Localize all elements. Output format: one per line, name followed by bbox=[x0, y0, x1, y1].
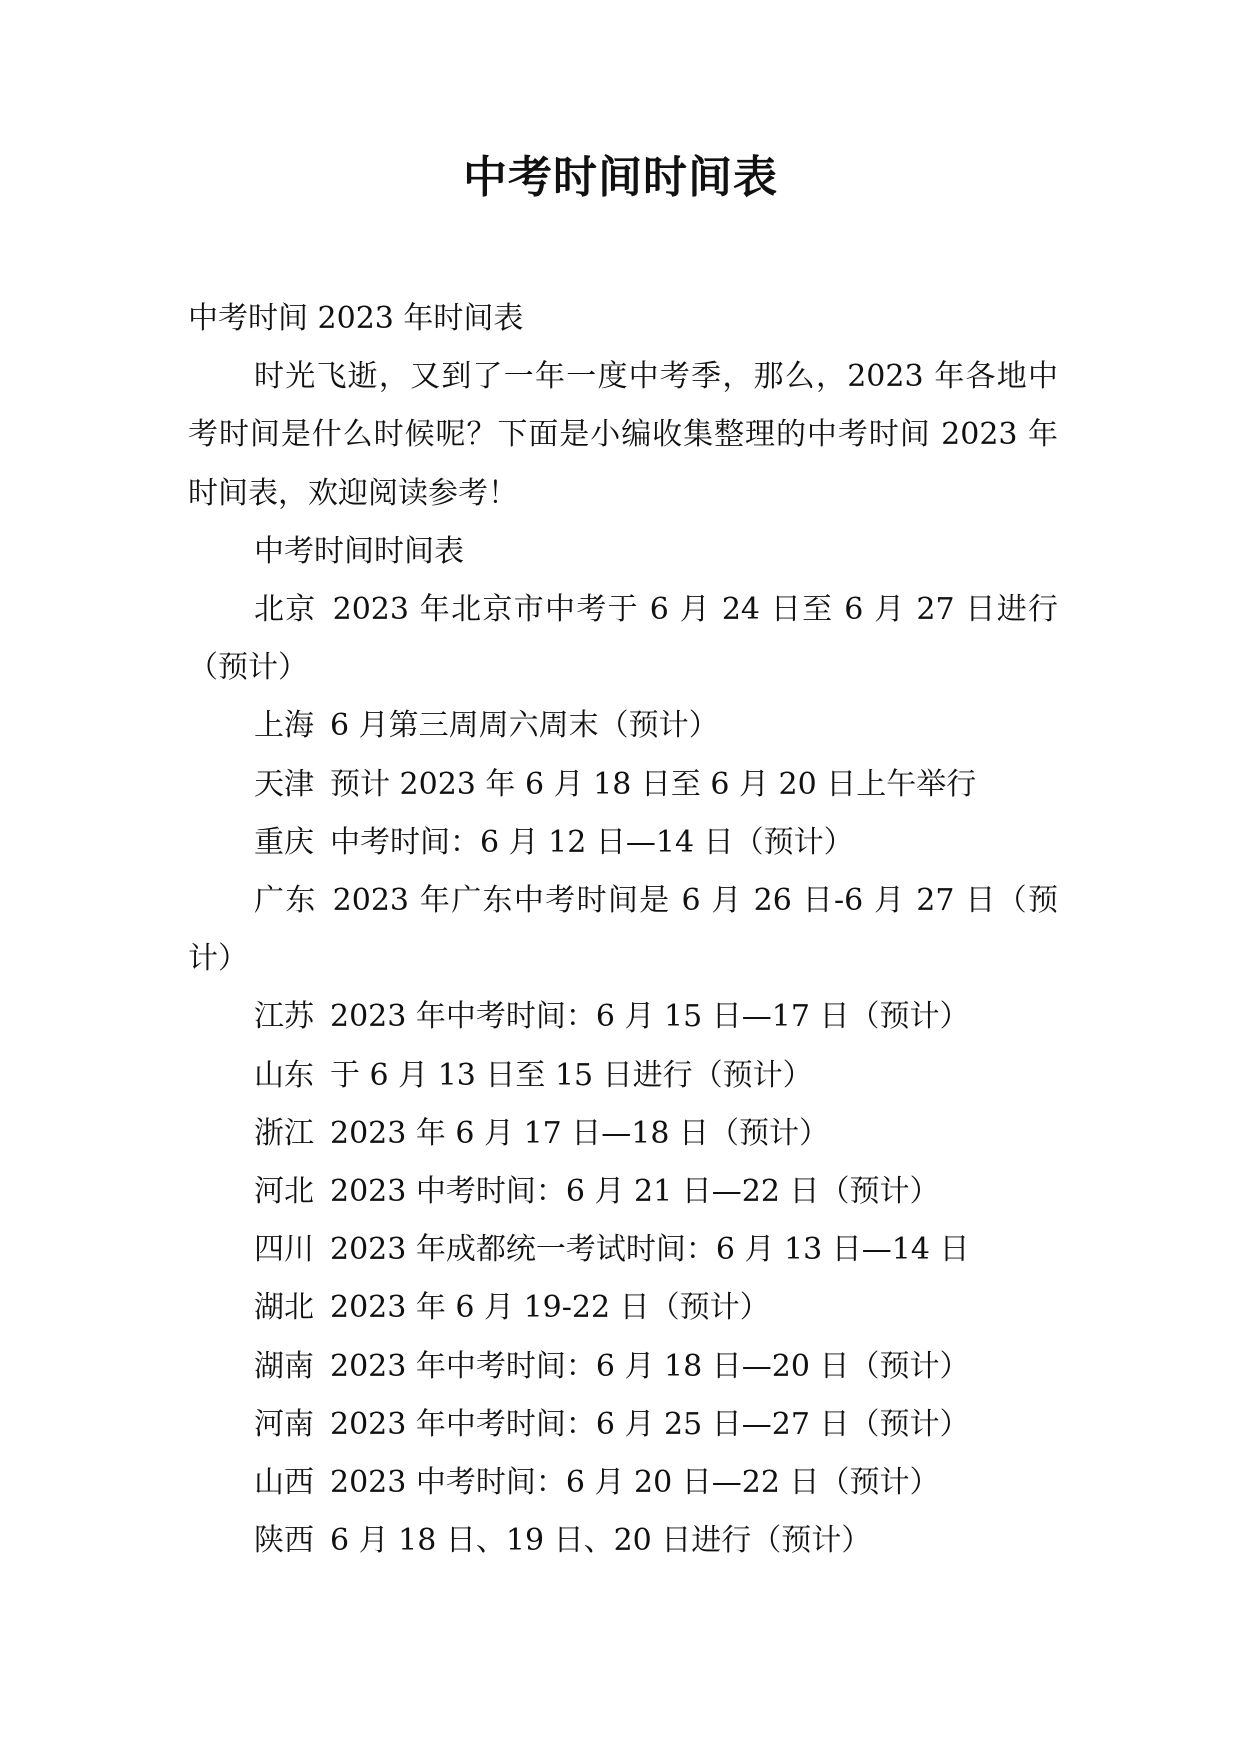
schedule-text: 6 月第三周周六周末（预计） bbox=[330, 708, 719, 744]
schedule-region: 山东 bbox=[254, 1057, 314, 1093]
schedule-text: 于 6 月 13 日至 15 日进行（预计） bbox=[330, 1057, 813, 1093]
schedule-item bbox=[188, 1512, 1058, 1570]
schedule-text: 2023 年中考时间：6 月 18 日—20 日（预计） bbox=[330, 1348, 970, 1384]
schedule-text: 2023 年 6 月 17 日—18 日（预计） bbox=[330, 1115, 829, 1151]
schedule-item bbox=[188, 1338, 1058, 1396]
schedule-region: 天津 bbox=[254, 766, 314, 802]
intro-paragraph: 时光飞逝，又到了一年一度中考季，那么，2023 年各地中考时间是什么时候呢？下面是小编收集整理的中考时间 2023 年时间表，欢迎阅读参考！ bbox=[188, 359, 1058, 511]
schedule-region: 江苏 bbox=[254, 999, 314, 1035]
schedule-region: 北京 bbox=[254, 592, 317, 628]
schedule-text: 2023 年 6 月 19-22 日（预计） bbox=[330, 1290, 770, 1326]
schedule-region: 上海 bbox=[254, 708, 314, 744]
schedule-item bbox=[188, 697, 1058, 755]
schedule-text: 中考时间：6 月 12 日—14 日（预计） bbox=[330, 824, 854, 860]
schedule-region: 广东 bbox=[254, 883, 317, 919]
schedule-text: 2023 中考时间：6 月 20 日—22 日（预计） bbox=[330, 1465, 940, 1501]
schedule-item bbox=[188, 1221, 1058, 1279]
schedule-region: 四川 bbox=[254, 1232, 314, 1268]
schedule-text: 2023 年广东中考时间是 6 月 26 日-6 月 27 日（预计） bbox=[188, 883, 1058, 977]
schedule-item bbox=[188, 988, 1058, 1046]
schedule-region: 重庆 bbox=[254, 824, 314, 860]
schedule-region: 陕西 bbox=[254, 1523, 314, 1559]
schedule-text: 2023 年北京市中考于 6 月 24 日至 6 月 27 日进行（预计） bbox=[188, 592, 1058, 686]
schedule-item bbox=[188, 1163, 1058, 1221]
schedule-item bbox=[188, 872, 1058, 988]
schedule-region: 湖南 bbox=[254, 1348, 314, 1384]
schedule-text: 6 月 18 日、19 日、20 日进行（预计） bbox=[330, 1523, 872, 1559]
schedule-item bbox=[188, 814, 1058, 872]
schedule-text: 2023 年成都统一考试时间：6 月 13 日—14 日 bbox=[330, 1232, 970, 1268]
schedule-item bbox=[188, 1454, 1058, 1512]
schedule-item bbox=[188, 1396, 1058, 1454]
schedule-region: 山西 bbox=[254, 1465, 314, 1501]
schedule-text: 2023 中考时间：6 月 21 日—22 日（预计） bbox=[330, 1174, 940, 1210]
schedule-item bbox=[188, 1279, 1058, 1337]
schedule-item bbox=[188, 1047, 1058, 1105]
schedule-region: 浙江 bbox=[254, 1115, 314, 1151]
schedule-text: 2023 年中考时间：6 月 25 日—27 日（预计） bbox=[330, 1406, 970, 1442]
section-heading: 中考时间时间表 bbox=[254, 533, 464, 569]
document-title: 中考时间时间表 bbox=[463, 152, 778, 203]
subtitle: 中考时间 2023 年时间表 bbox=[188, 301, 524, 336]
schedule-region: 河北 bbox=[254, 1174, 314, 1210]
schedule-text: 2023 年中考时间：6 月 15 日—17 日（预计） bbox=[330, 999, 970, 1035]
schedule-text: 预计 2023 年 6 月 18 日至 6 月 20 日上午举行 bbox=[330, 766, 977, 802]
schedule-item bbox=[188, 1105, 1058, 1163]
schedule-item bbox=[188, 756, 1058, 814]
document-body bbox=[188, 290, 1058, 1570]
schedule-list bbox=[188, 581, 1058, 1570]
schedule-region: 湖北 bbox=[254, 1290, 314, 1326]
schedule-region: 河南 bbox=[254, 1406, 314, 1442]
schedule-item bbox=[188, 581, 1058, 697]
